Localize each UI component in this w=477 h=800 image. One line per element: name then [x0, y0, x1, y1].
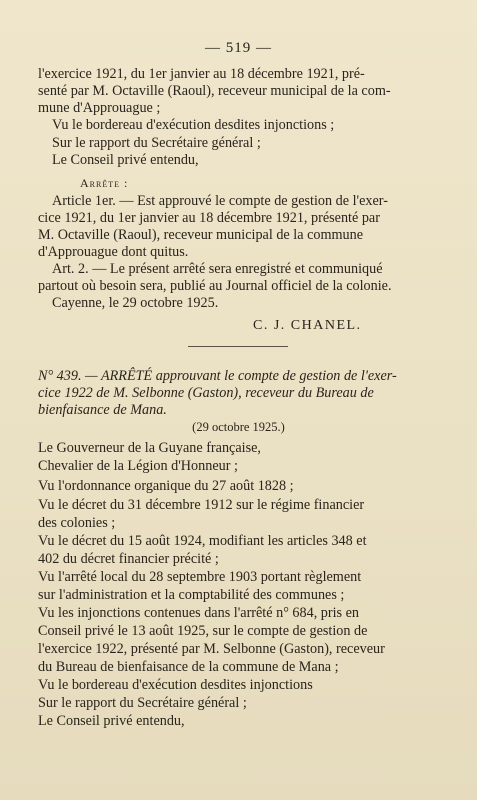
text-line: senté par M. Octaville (Raoul), receveur municipal de la com-: [38, 83, 391, 99]
text-line: Art. 2. — Le présent arrêté sera enregistré et communiqué: [52, 261, 383, 277]
text-line: Vu les injonctions contenues dans l'arrêté n° 684, pris en: [38, 605, 360, 621]
text-line: du Bureau de bienfaisance de la commune de Mana ;: [38, 659, 339, 675]
text-line: Vu le décret du 15 août 1924, modifiant les articles 348 et: [38, 533, 367, 549]
text-line: 402 du décret financier précité ;: [38, 551, 219, 567]
section-divider: [188, 346, 288, 347]
heading-line: bienfaisance de Mana.: [38, 402, 167, 418]
text-line: Le Gouverneur de la Guyane française,: [38, 440, 261, 456]
text-line: Vu le décret du 31 décembre 1912 sur le régime financier: [38, 497, 365, 513]
text-line: Vu l'arrêté local du 28 septembre 1903 portant règlement: [38, 569, 362, 585]
text-line: Le Conseil privé entendu,: [52, 152, 199, 168]
place-date: Cayenne, le 29 octobre 1925.: [52, 295, 219, 311]
text-line: Conseil privé le 13 août 1925, sur le compte de gestion de: [38, 623, 368, 639]
text-line: Le Conseil privé entendu,: [38, 713, 185, 729]
text-line: l'exercice 1922, présenté par M. Selbonne (Gaston), receveur: [38, 641, 385, 657]
page-number: — 519 —: [205, 40, 272, 56]
arrete-heading: Arrête :: [80, 176, 129, 190]
text-line: Vu le bordereau d'exécution desdites injonctions: [38, 677, 313, 693]
text-line: mune d'Approuague ;: [38, 100, 161, 116]
text-line: partout où besoin sera, publié au Journal officiel de la colonie.: [38, 278, 392, 294]
text-line: sur l'administration et la comptabilité des communes ;: [38, 587, 345, 603]
text-line: Article 1er. — Est approuvé le compte de gestion de l'exer-: [52, 193, 388, 209]
text-line: Vu l'ordonnance organique du 27 août 1828 ;: [38, 478, 294, 494]
text-line: Chevalier de la Légion d'Honneur ;: [38, 458, 238, 474]
heading-line: cice 1922 de M. Selbonne (Gaston), receveur du Bureau de: [38, 385, 374, 401]
text-line: d'Approuague dont quitus.: [38, 244, 189, 260]
text-line: M. Octaville (Raoul), receveur municipal de la commune: [38, 227, 364, 243]
text-line: Vu le bordereau d'exécution desdites injonctions ;: [52, 117, 335, 133]
text-line: cice 1921, du 1er janvier au 18 décembre 1921, présenté par: [38, 210, 380, 226]
heading-line: N° 439. — ARRÊTÉ approuvant le compte de gestion de l'exer-: [38, 368, 397, 384]
text-line: Sur le rapport du Secrétaire général ;: [52, 135, 261, 151]
text-line: des colonies ;: [38, 515, 116, 531]
text-line: Sur le rapport du Secrétaire général ;: [38, 695, 247, 711]
text-line: l'exercice 1921, du 1er janvier au 18 décembre 1921, pré-: [38, 66, 365, 82]
arrete-date: (29 octobre 1925.): [192, 420, 285, 434]
signature: C. J. CHANEL.: [253, 318, 362, 333]
